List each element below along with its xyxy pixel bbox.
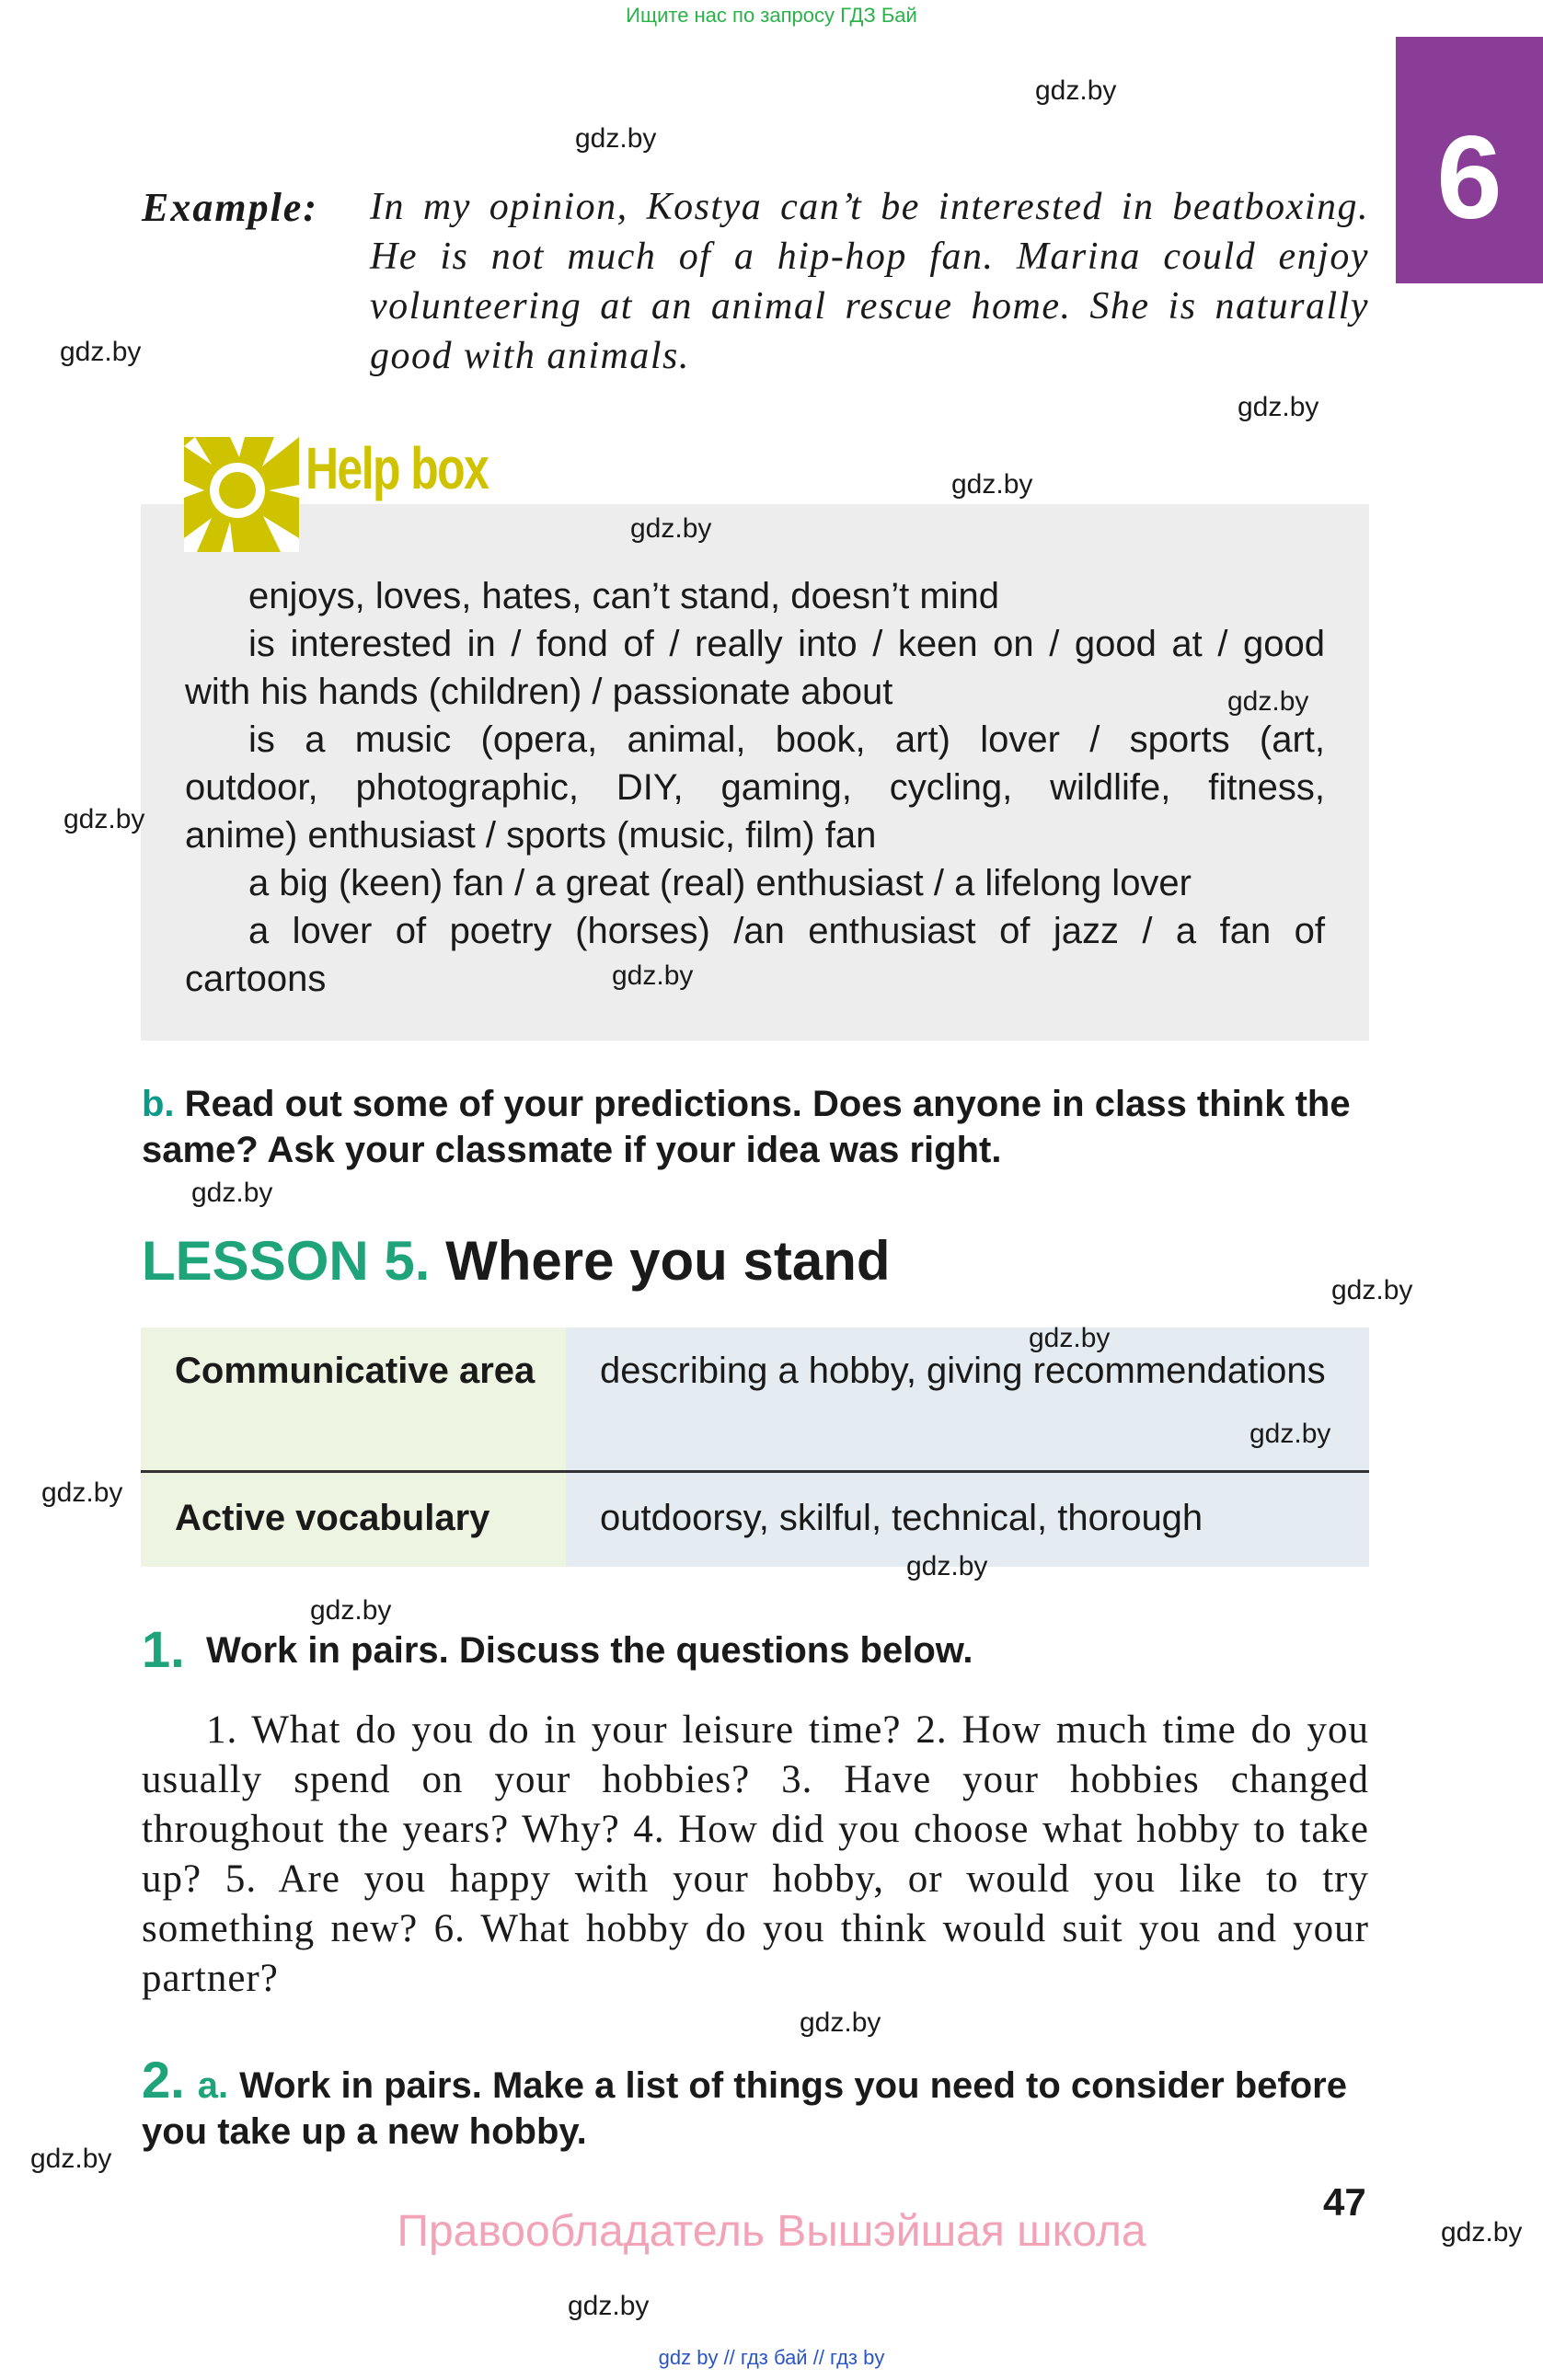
help-line: enjoys, loves, hates, can’t stand, doesn’t mind: [248, 576, 1000, 616]
example-label: Example:: [142, 185, 318, 230]
help-line: a big (keen) fan / a great (real) enthusiast / a lifelong lover: [248, 863, 1192, 903]
watermark: gdz.by: [630, 513, 712, 544]
chapter-tab: [1396, 37, 1543, 283]
help-line: with his hands (children) / passionate about: [185, 672, 893, 712]
task-1-instruction: Work in pairs. Discuss the questions below.: [206, 1630, 973, 1671]
watermark: gdz.by: [30, 2144, 112, 2174]
task-2: [142, 2051, 1369, 2155]
watermark: gdz.by: [1029, 1323, 1111, 1353]
table-header: Communicative area: [175, 1351, 535, 1391]
task-2-part: a.: [197, 2065, 229, 2106]
watermark: gdz.by: [906, 1551, 988, 1581]
copyright-notice: Правообладатель Вышэйшая школа: [397, 2207, 1146, 2256]
watermark: gdz.by: [800, 2007, 881, 2038]
task-b-text: Read out some of your predictions. Does anyone in class think the same? Ask your classmate if your idea was right.: [142, 1084, 1351, 1170]
task-1-number: 1.: [142, 1620, 185, 1678]
task-2-instruction: Work in pairs. Make a list of things you need to consider before you take up a new hobby.: [142, 2065, 1347, 2152]
watermark: gdz.by: [951, 469, 1033, 500]
table-header: Active vocabulary: [175, 1498, 490, 1538]
watermark: gdz.by: [575, 123, 657, 154]
footer-note: gdz by // гдз бай // гдз by: [658, 2346, 885, 2369]
watermark: gdz.by: [612, 960, 694, 991]
watermark: gdz.by: [1227, 686, 1309, 717]
lesson-title: Where you stand: [445, 1230, 891, 1292]
watermark: gdz.by: [568, 2291, 650, 2321]
watermark: gdz.by: [310, 1595, 392, 1626]
sun-icon: [184, 437, 299, 552]
task-b: [142, 1081, 1369, 1173]
watermark: gdz.by: [41, 1477, 123, 1508]
page-number: 47: [1323, 2180, 1366, 2224]
top-note: Ищите нас по запросу ГДЗ Бай: [626, 4, 917, 27]
watermark: gdz.by: [60, 337, 142, 367]
table-header-cell: [141, 1473, 566, 1567]
chapter-number: 6: [1436, 112, 1503, 244]
watermark: gdz.by: [1331, 1275, 1413, 1305]
watermark: gdz.by: [1238, 392, 1319, 422]
help-line: cartoons: [185, 959, 327, 999]
table-header-cell: [141, 1328, 566, 1470]
help-line: anime) enthusiast / sports (music, film) fan: [185, 815, 877, 856]
watermark: gdz.by: [1249, 1419, 1331, 1449]
lesson-number: LESSON 5.: [142, 1230, 431, 1292]
table-value: outdoorsy, skilful, technical, thorough: [600, 1498, 1203, 1538]
watermark: gdz.by: [191, 1178, 273, 1208]
help-box-title: Help box: [305, 435, 489, 501]
watermark: gdz.by: [1035, 75, 1117, 106]
help-line: is interested in / fond of / really into / keen on / good at / good: [248, 624, 1325, 664]
watermark: gdz.by: [1441, 2217, 1523, 2248]
help-line: outdoor, photographic, DIY, gaming, cycling, wildlife, fitness,: [185, 767, 1325, 808]
info-table: [141, 1328, 1369, 1567]
lesson-heading: [142, 1229, 891, 1293]
watermark: gdz.by: [63, 804, 145, 834]
table-value: describing a hobby, giving recommendations: [600, 1351, 1326, 1391]
help-line: is a music (opera, animal, book, art) lover / sports (art,: [248, 719, 1325, 760]
help-line: a lover of poetry (horses) /an enthusiast of jazz / a fan of: [248, 911, 1325, 951]
task-2-number: 2.: [142, 2051, 185, 2109]
example-text: In my opinion, Kostya can’t be interested in beatboxing. He is not much of a hip-hop fan. Marina could enjoy volunteering at an animal rescue home. She is naturally good with animals.: [370, 186, 1369, 377]
task-1-questions: 1. What do you do in your leisure time? 2. How much time do you usually spend on your hobbies? 3. Have your hobbies changed throughout the years? Why? 4. How did you choose what hobby to take up? 5. Are you happy with your hobby, or would you like to try something new? 6. What hobby do you think would suit you and your partner?: [142, 1708, 1369, 2000]
task-b-label: b.: [142, 1084, 175, 1124]
